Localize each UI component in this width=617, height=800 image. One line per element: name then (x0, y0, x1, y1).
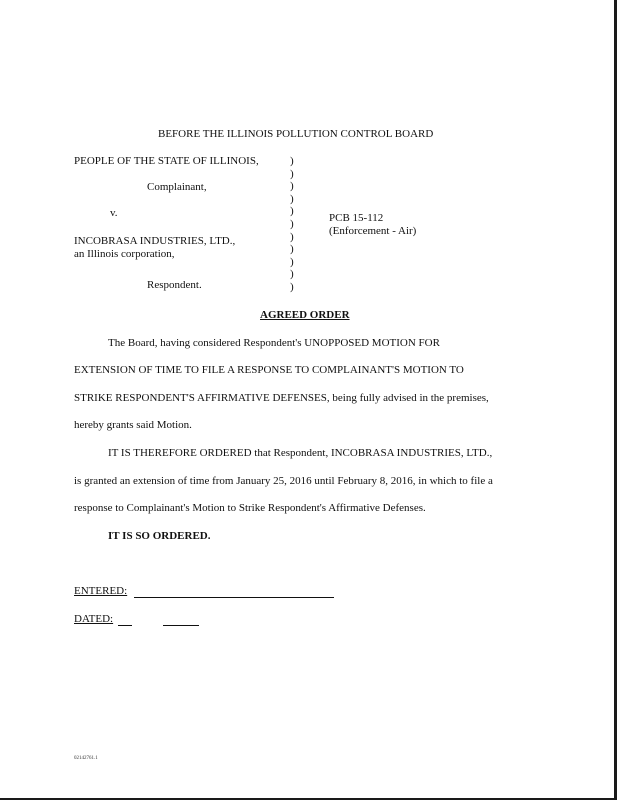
caption-paren: ) (290, 155, 294, 167)
defendant-role: Respondent. (147, 279, 202, 291)
caption-paren: ) (290, 205, 294, 218)
entered-signature-line (134, 597, 334, 598)
plaintiff-name: PEOPLE OF THE STATE OF ILLINOIS, (74, 155, 259, 167)
document-code: 02142761.1 (74, 756, 98, 761)
caption-paren: ) (290, 167, 294, 180)
dated-line-segment (118, 625, 132, 626)
body-line-4: hereby grants said Motion. (74, 419, 192, 431)
dated-label: DATED: (74, 613, 114, 625)
dated-line-segment (163, 625, 199, 626)
body-line-2: EXTENSION OF TIME TO FILE A RESPONSE TO COMPLAINANT'S MOTION TO (74, 364, 464, 376)
caption-paren: ) (290, 280, 294, 293)
body-line-7: response to Complainant's Motion to Strike Respondent's Affirmative Defenses. (74, 502, 426, 514)
body-line-5: IT IS THEREFORE ORDERED that Respondent, INCOBRASA INDUSTRIES, LTD., (108, 447, 493, 459)
defendant-description: an Illinois corporation, (74, 248, 175, 260)
order-title: AGREED ORDER (260, 309, 350, 321)
caption-paren: ) (290, 180, 294, 193)
caption-paren: ) (290, 243, 294, 256)
versus-label: v. (110, 207, 118, 219)
body-line-3: STRIKE RESPONDENT'S AFFIRMATIVE DEFENSES, being fully advised in the premises, (74, 392, 489, 404)
plaintiff-role: Complainant, (147, 181, 207, 193)
so-ordered: IT IS SO ORDERED. (108, 530, 211, 542)
caption-paren: ) (290, 217, 294, 230)
caption-paren: ) (290, 192, 294, 205)
case-number: PCB 15-112 (329, 212, 384, 224)
defendant-name: INCOBRASA INDUSTRIES, LTD., (74, 235, 236, 247)
case-type: (Enforcement - Air) (329, 225, 417, 237)
board-title: BEFORE THE ILLINOIS POLLUTION CONTROL BOARD (158, 128, 434, 140)
entered-label: ENTERED: (74, 585, 128, 597)
caption-parentheses (290, 155, 300, 294)
body-line-6: is granted an extension of time from January 25, 2016 until February 8, 2016, in which to file a (74, 475, 493, 487)
caption-paren: ) (290, 268, 294, 281)
body-line-1: The Board, having considered Respondent's UNOPPOSED MOTION FOR (108, 337, 440, 349)
caption-paren: ) (290, 255, 294, 268)
caption-paren: ) (290, 230, 294, 243)
